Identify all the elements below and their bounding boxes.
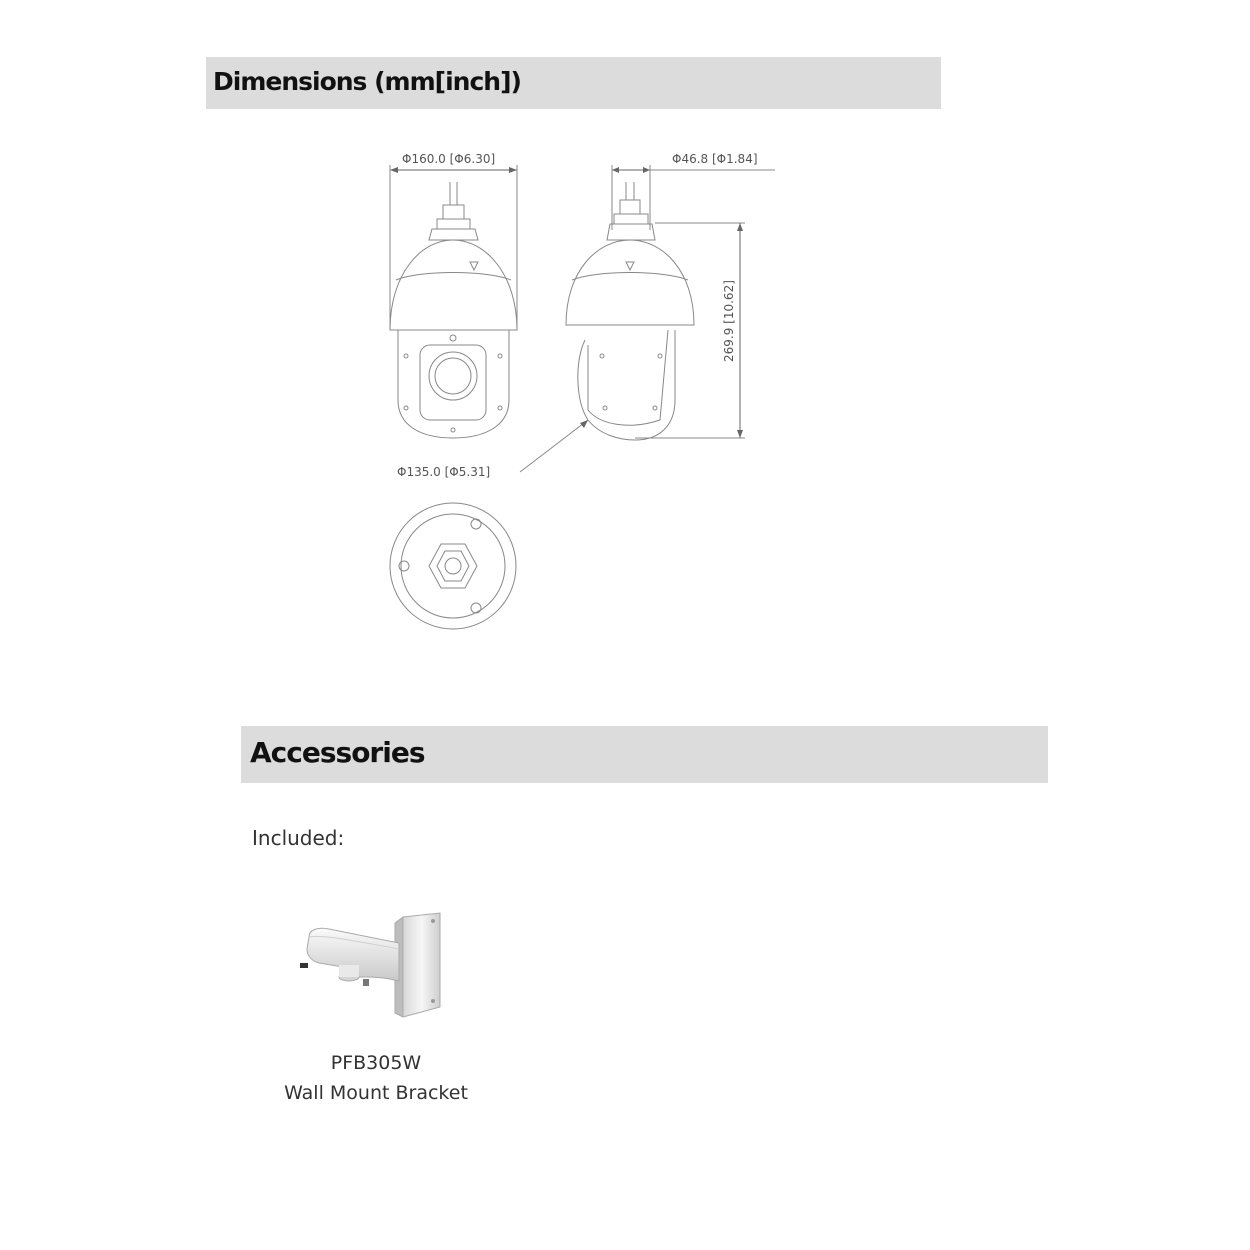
height-side-label: 269.9 [10.62]	[722, 280, 736, 362]
bottom-diameter-label: Φ135.0 [Φ5.31]	[397, 465, 491, 479]
dimensions-title: Dimensions (mm[inch])	[213, 67, 521, 96]
dimensions-header	[206, 57, 941, 109]
camera-bottom-view	[390, 503, 516, 629]
included-label: Included:	[252, 826, 345, 850]
accessory-model: PFB305W	[330, 1052, 422, 1074]
width-front-label: Φ160.0 [Φ6.30]	[402, 152, 496, 166]
mount-side-label: Φ46.8 [Φ1.84]	[672, 152, 758, 166]
wall-mount-bracket-icon	[295, 905, 450, 1025]
accessories-title: Accessories	[250, 736, 425, 769]
camera-side-view	[520, 165, 775, 472]
camera-front-view	[390, 165, 517, 438]
dimension-drawing	[360, 140, 790, 640]
accessory-name: Wall Mount Bracket	[284, 1082, 468, 1104]
accessories-header	[241, 726, 1048, 783]
